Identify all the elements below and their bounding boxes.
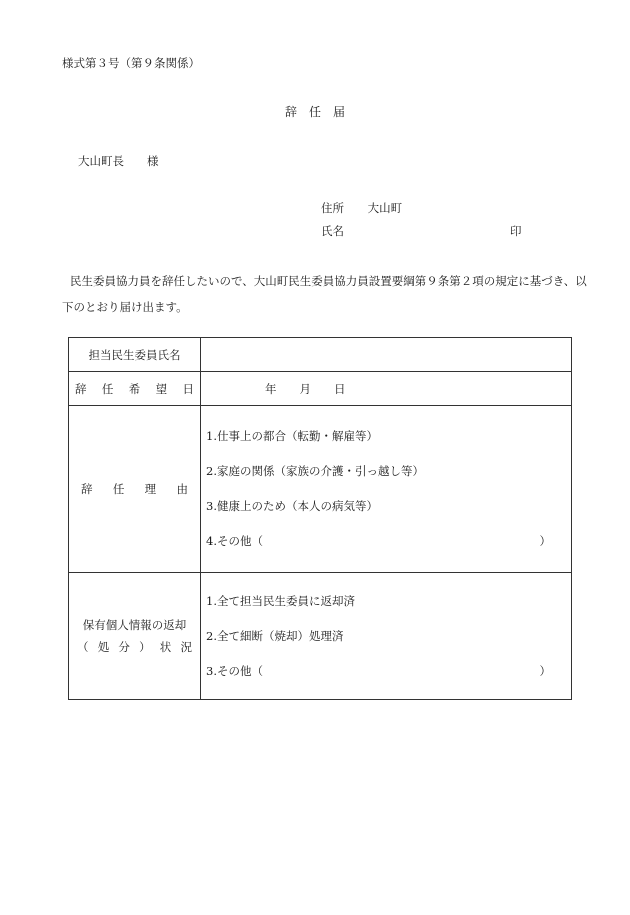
body-text: 民生委員協力員を辞任したいので、大山町民生委員協力員設置要綱第９条第２項の規定に基づき、以下のとおり届け出ます。 [62, 274, 587, 314]
address-label: 住所 [321, 201, 344, 215]
reason-option-3[interactable]: 3.健康上のため（本人の病気等） [206, 499, 378, 513]
name-label: 氏名 [321, 224, 344, 238]
committee-member-label: 担当民生委員氏名 [69, 338, 201, 372]
reason-option-2[interactable]: 2.家庭の関係（家族の介護・引っ越し等） [206, 464, 424, 478]
address-value[interactable]: 大山町 [367, 201, 403, 215]
desired-date-field[interactable]: 年 月 日 [201, 372, 572, 406]
resignation-table [68, 337, 572, 700]
committee-member-field[interactable] [201, 338, 572, 372]
reason-label: 辞 任 理 由 [69, 406, 201, 573]
personal-info-label: 保有個人情報の返却 （ 処 分 ） 状 況 [69, 573, 201, 700]
reason-option-4[interactable]: 4.その他（ ） [206, 534, 551, 548]
addressee: 大山町長 様 [78, 154, 159, 168]
address-row [321, 200, 402, 216]
form-title: 辞 任 届 [284, 105, 345, 119]
form-number: 様式第３号（第９条関係） [62, 56, 200, 70]
table-row-personal-info [69, 573, 572, 700]
table-row-committee-member [69, 338, 572, 372]
info-option-3[interactable]: 3.その他（ ） [206, 663, 551, 678]
personal-info-options [201, 573, 572, 700]
seal-label: 印 [510, 224, 522, 238]
desired-date-label: 辞 任 希 望 日 [69, 372, 201, 406]
table-row-desired-date [69, 372, 572, 406]
info-option-2[interactable]: 2.全て細断（焼却）処理済 [206, 628, 344, 643]
info-option-1[interactable]: 1.全て担当民生委員に返却済 [206, 593, 355, 608]
reason-options [201, 406, 572, 573]
table-row-reason [69, 406, 572, 573]
reason-option-1[interactable]: 1.仕事上の都合（転勤・解雇等） [206, 429, 378, 443]
